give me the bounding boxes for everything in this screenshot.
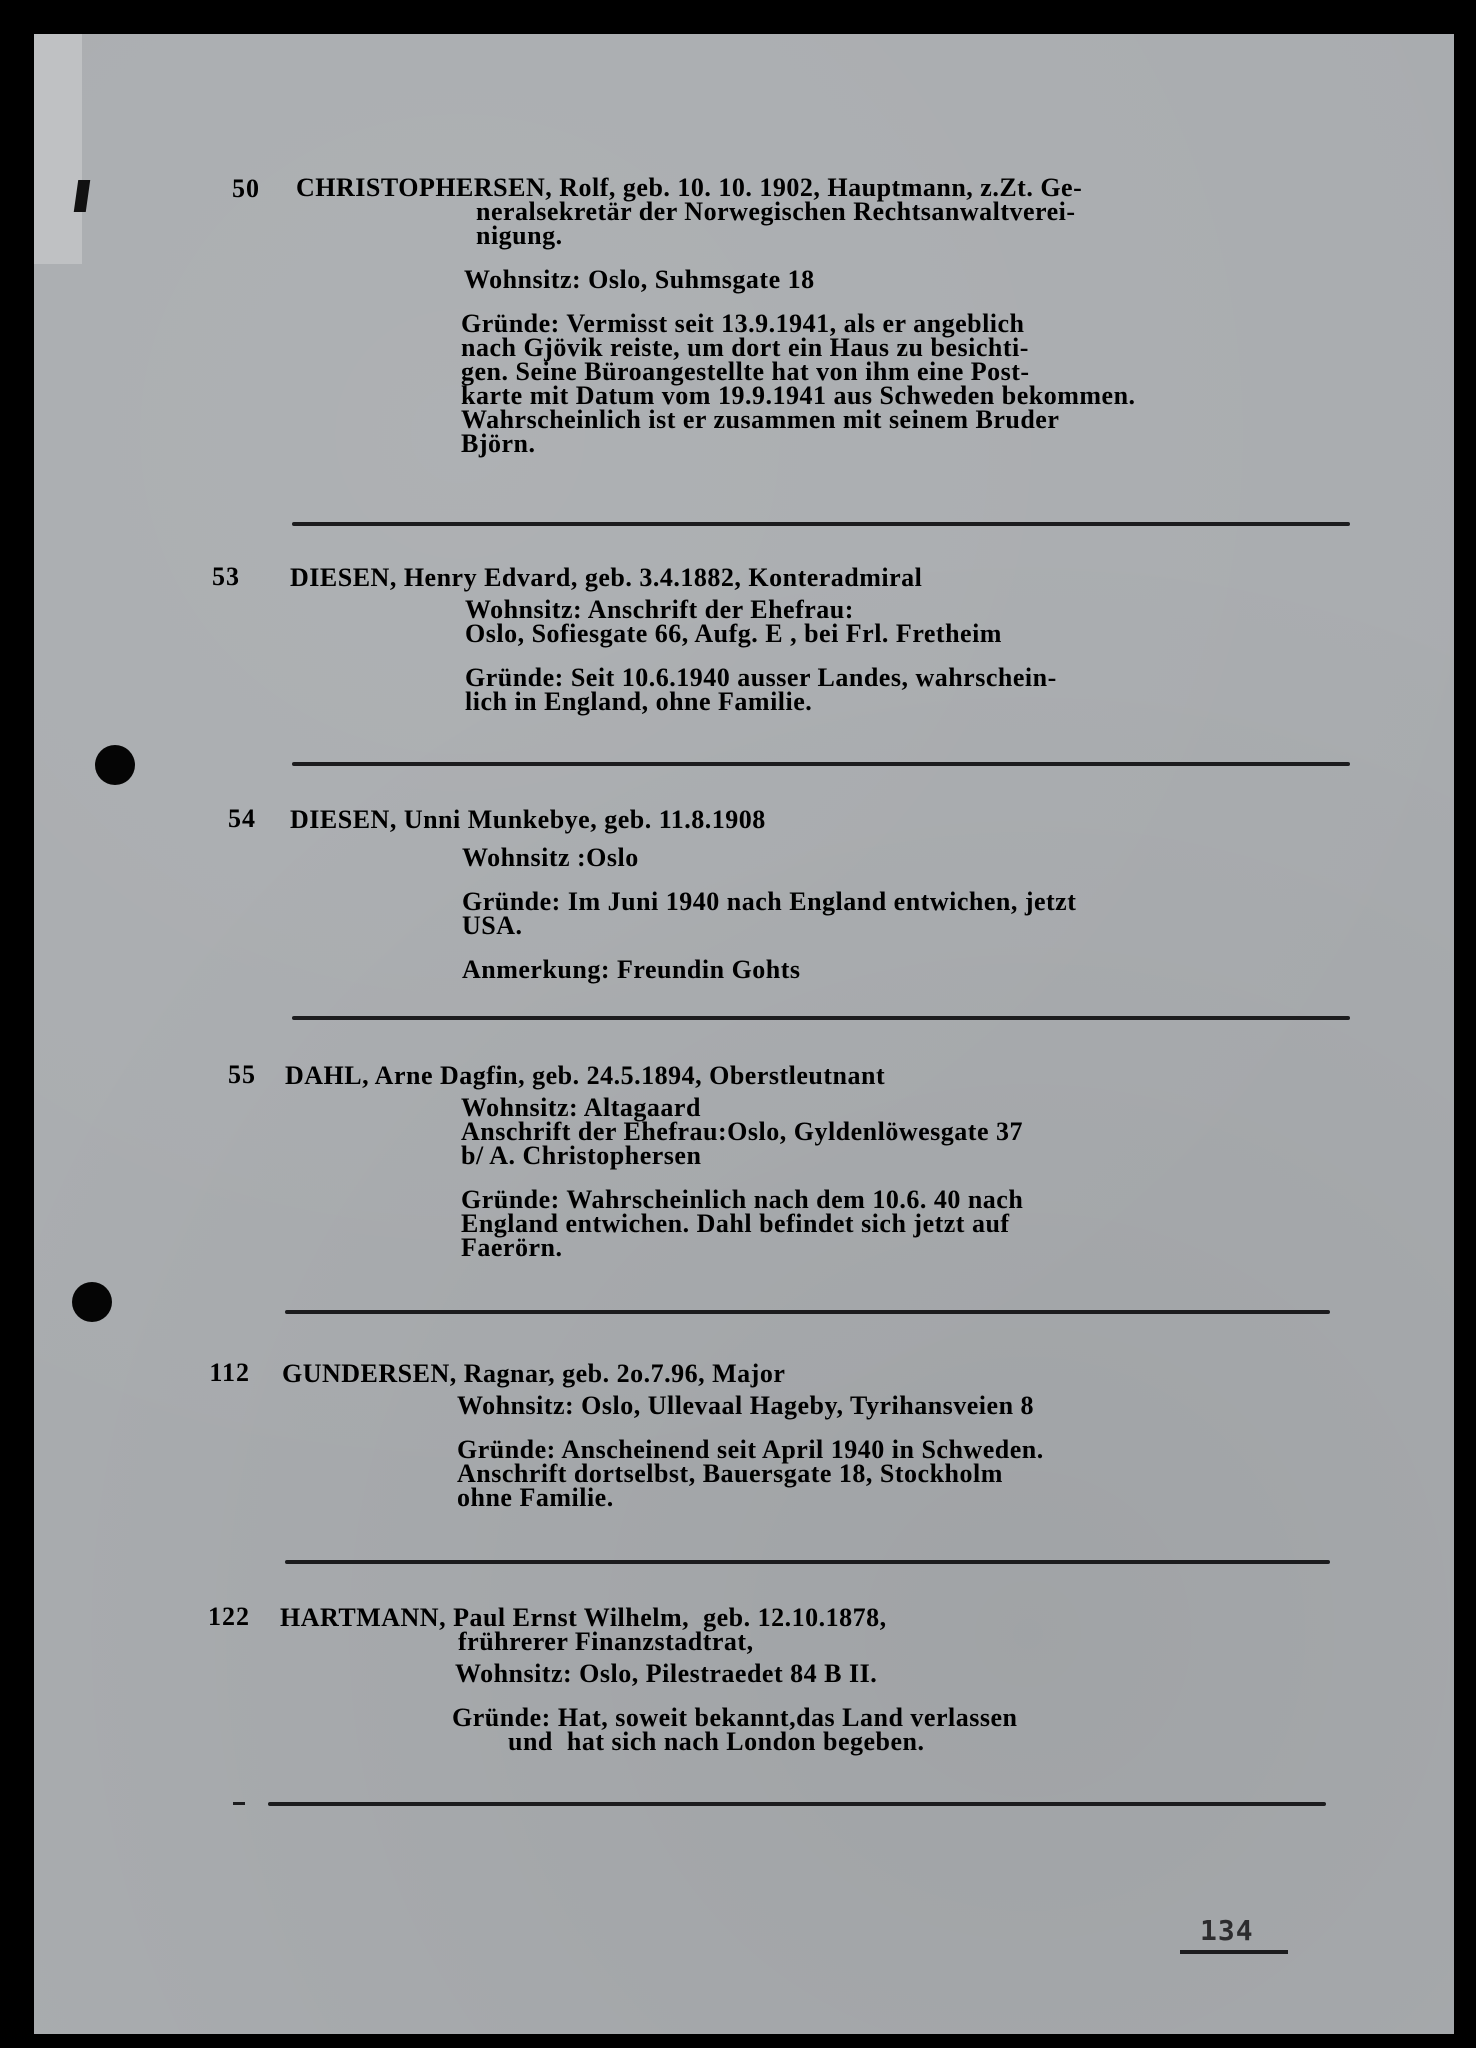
entry-text xyxy=(290,563,1057,716)
gruende-line: nach Gjövik reiste, um dort ein Haus zu besichti- xyxy=(461,333,1029,362)
separator-rule xyxy=(292,762,1350,766)
entry-number: 50 xyxy=(232,174,260,203)
gruende-line: Anschrift dortselbst, Bauersgate 18, Stockholm xyxy=(457,1459,1003,1488)
gruende-line: Gründe: Anscheinend seit April 1940 in Schweden. xyxy=(457,1435,1044,1464)
wohnsitz-line: Wohnsitz :Oslo xyxy=(462,843,639,872)
gruende-line: und hat sich nach London begeben. xyxy=(452,1727,925,1756)
entry-number: 55 xyxy=(228,1060,256,1089)
separator-rule xyxy=(268,1802,1326,1806)
name-line: neralsekretär der Norwegischen Rechtsanwaltverei- xyxy=(476,197,1076,226)
page-number: 134 xyxy=(1200,1914,1254,1947)
entry-text xyxy=(280,1603,1018,1756)
page-number-underline xyxy=(1180,1950,1288,1954)
wohnsitz-line: Oslo, Sofiesgate 66, Aufg. E , bei Frl. Fretheim xyxy=(465,619,1002,648)
entry-number: 54 xyxy=(228,804,256,833)
punch-hole xyxy=(72,1282,112,1322)
gruende-line: lich in England, ohne Familie. xyxy=(465,687,813,716)
gruende-line: Björn. xyxy=(461,429,536,458)
margin-tick xyxy=(233,1802,245,1805)
name-line: HARTMANN, Paul Ernst Wilhelm, geb. 12.10.1878, xyxy=(280,1603,887,1632)
wohnsitz-line: Wohnsitz: Anschrift der Ehefrau: xyxy=(465,595,854,624)
gruende-line: USA. xyxy=(462,911,523,940)
separator-rule xyxy=(285,1310,1330,1314)
name-line: DIESEN, Unni Munkebye, geb. 11.8.1908 xyxy=(290,805,766,834)
gruende-line: Gründe: Vermisst seit 13.9.1941, als er angeblich xyxy=(461,309,1025,338)
entry-text xyxy=(296,173,1136,458)
gruende-line: karte mit Datum vom 19.9.1941 aus Schweden bekommen. xyxy=(461,381,1136,410)
name-line: nigung. xyxy=(476,221,563,250)
entry-text xyxy=(282,1359,1044,1512)
entry-text xyxy=(290,805,1077,984)
name-line: DAHL, Arne Dagfin, geb. 24.5.1894, Oberstleutnant xyxy=(285,1061,886,1090)
wohnsitz-line: Anschrift der Ehefrau:Oslo, Gyldenlöwesgate 37 xyxy=(461,1117,1023,1146)
gruende-line: Gründe: Seit 10.6.1940 ausser Landes, wahrschein- xyxy=(465,663,1057,692)
entry-number: 112 xyxy=(209,1358,250,1387)
separator-rule xyxy=(285,1560,1330,1564)
anmerkung-line: Anmerkung: Freundin Gohts xyxy=(462,955,801,984)
gruende-line: England entwichen. Dahl befindet sich jetzt auf xyxy=(461,1209,1010,1238)
name-line: CHRISTOPHERSEN, Rolf, geb. 10. 10. 1902, Hauptmann, z.Zt. Ge- xyxy=(296,173,1083,202)
entry-number: 122 xyxy=(208,1602,250,1631)
gruende-line: Gründe: Im Juni 1940 nach England entwichen, jetzt xyxy=(462,887,1077,916)
wohnsitz-line: Wohnsitz: Oslo, Suhmsgate 18 xyxy=(464,265,815,294)
separator-rule xyxy=(292,1016,1350,1020)
wohnsitz-line: b/ A. Christophersen xyxy=(461,1141,702,1170)
entry-text xyxy=(285,1061,1024,1262)
paper-strip xyxy=(34,34,82,264)
wohnsitz-line: Wohnsitz: Altagaard xyxy=(461,1093,701,1122)
separator-rule xyxy=(292,522,1350,526)
gruende-line: ohne Familie. xyxy=(457,1483,614,1512)
name-line: GUNDERSEN, Ragnar, geb. 2o.7.96, Major xyxy=(282,1359,786,1388)
gruende-line: Gründe: Wahrscheinlich nach dem 10.6. 40 nach xyxy=(461,1185,1024,1214)
gruende-line: Faerörn. xyxy=(461,1233,563,1262)
gruende-line: gen. Seine Büroangestellte hat von ihm eine Post- xyxy=(461,357,1030,386)
name-line: frührerer Finanzstadtrat, xyxy=(458,1627,754,1656)
gruende-line: Wahrscheinlich ist er zusammen mit seinem Bruder xyxy=(461,405,1060,434)
punch-hole xyxy=(95,745,135,785)
wohnsitz-line: Wohnsitz: Oslo, Pilestraedet 84 B II. xyxy=(455,1659,878,1688)
entry-number: 53 xyxy=(212,562,240,591)
wohnsitz-line: Wohnsitz: Oslo, Ullevaal Hageby, Tyrihansveien 8 xyxy=(457,1391,1035,1420)
gruende-line: Gründe: Hat, soweit bekannt,das Land verlassen xyxy=(452,1703,1018,1732)
name-line: DIESEN, Henry Edvard, geb. 3.4.1882, Konteradmiral xyxy=(290,563,923,592)
